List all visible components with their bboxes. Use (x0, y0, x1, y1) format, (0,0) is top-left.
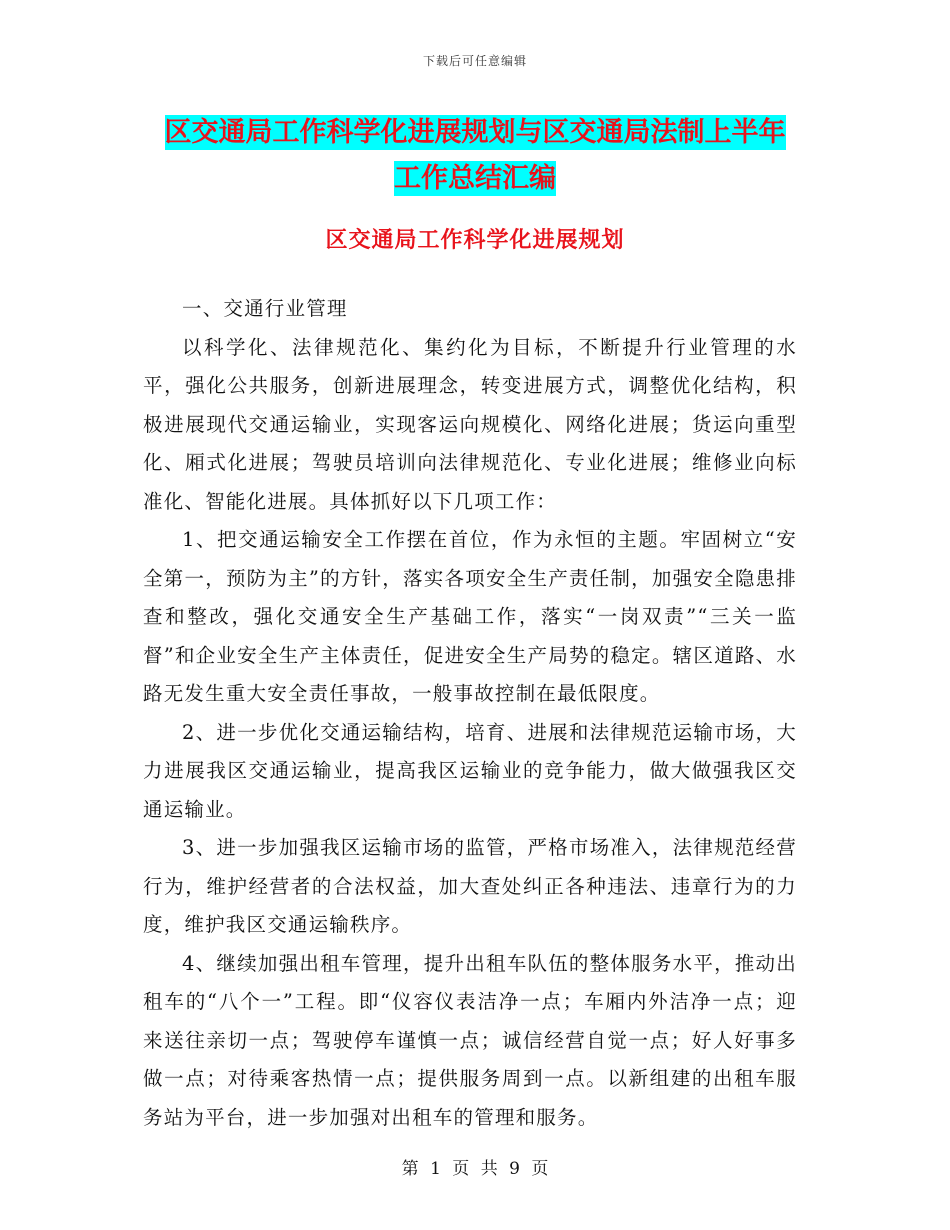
title-line-2: 工作总结汇编 (394, 163, 556, 194)
paragraph-item-3: 3、进一步加强我区运输市场的监管，严格市场准入，法律规范经营行为，维护经营者的合法权益，加大查处纠正各种违法、违章行为的力度，维护我区交通运输秩序。 (143, 836, 797, 936)
paragraph-item-1: 1、把交通运输安全工作摆在首位，作为永恒的主题。牢固树立“安全第一，预防为主”的方针，落实各项安全生产责任制，加强安全隐患排查和整改，强化交通安全生产基础工作，落实“一岗双责”“三关一监督”和企业安全生产主体责任，促进安全生产局势的稳定。辖区道路、水路无发生重大安全责任事故，一般事故控制在最低限度。 (143, 528, 797, 705)
document-title (0, 110, 950, 202)
paragraph-item-4: 4、继续加强出租车管理，提升出租车队伍的整体服务水平，推动出租车的“八个一”工程。即“仪容仪表洁净一点；车厢内外洁净一点；迎来送往亲切一点；驾驶停车谨慎一点；诚信经营自觉一点；好人好事多做一点；对待乘客热情一点；提供服务周到一点。以新组建的出租车服务站为平台，进一步加强对出租车的管理和服务。 (143, 951, 797, 1129)
document-body (143, 290, 797, 1137)
section-heading: 一、交通行业管理 (182, 297, 348, 320)
paragraph-item-2: 2、进一步优化交通运输结构，培育、进展和法律规范运输市场，大力进展我区交通运输业，提高我区运输业的竞争能力，做大做强我区交通运输业。 (143, 720, 797, 821)
section-title: 区交通局工作科学化进展规划 (325, 227, 625, 253)
title-line-1: 区交通局工作科学化进展规划与区交通局法制上半年 (164, 117, 786, 148)
page-number-footer: 第 1 页 共 9 页 (401, 1159, 549, 1179)
paragraph-intro: 以科学化、法律规范化、集约化为目标，不断提升行业管理的水平，强化公共服务，创新进展理念，转变进展方式，调整优化结构，积极进展现代交通运输业，实现客运向规模化、网络化进展；货运向重型化、厢式化进展；驾驶员培训向法律规范化、专业化进展；维修业向标准化、智能化进展。具体抓好以下几项工作： (143, 335, 797, 513)
page-header-note: 下载后可任意编辑 (422, 54, 527, 68)
